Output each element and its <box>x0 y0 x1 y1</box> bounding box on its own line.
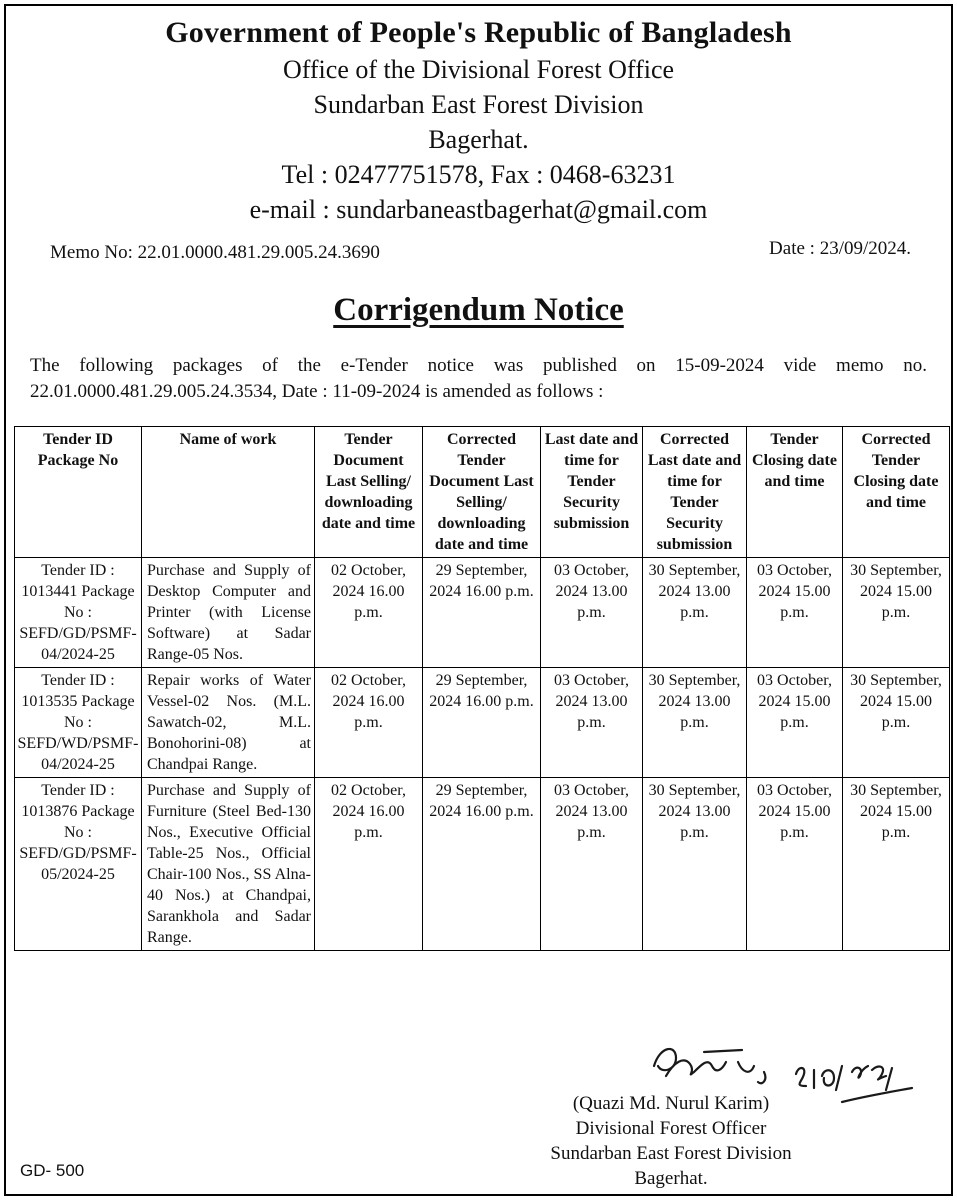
signatory-division: Sundarban East Forest Division <box>550 1143 792 1164</box>
cell-corrected-closing: 30 September, 2024 15.00 p.m. <box>843 778 950 951</box>
cell-name-of-work: Repair works of Water Vessel-02 Nos. (M.L. Sawatch-02, M.L. Bonohorini-08) at Chandpai Range. <box>142 668 315 778</box>
office-name: Office of the Divisional Forest Office <box>282 55 675 84</box>
table-row <box>15 668 950 778</box>
government-title: Government of People's Republic of Bangladesh <box>165 16 792 49</box>
cell-closing: 03 October, 2024 15.00 p.m. <box>747 778 843 951</box>
cell-tender-id: Tender ID : 1013535 Package No : SEFD/WD/PSMF-04/2024-25 <box>15 668 142 778</box>
notice-date: Date : 23/09/2024. <box>769 238 911 259</box>
tender-table <box>14 426 950 951</box>
signatory-block <box>506 1091 836 1191</box>
notice-title: Corrigendum Notice <box>333 292 624 328</box>
town-name: Bagerhat. <box>428 125 529 154</box>
cell-corrected-doc-selling: 29 September, 2024 16.00 p.m. <box>423 668 541 778</box>
cell-name-of-work: Purchase and Supply of Furniture (Steel Bed-130 Nos., Executive Official Table-25 Nos., Official Chair-100 Nos., SS Alna-40 Nos.) at Chandpai, Sarankhola and Sadar Range. <box>142 778 315 951</box>
table-row <box>15 558 950 668</box>
header-doc-selling: Tender Document Last Selling/ downloading date and time <box>315 427 423 558</box>
cell-corrected-doc-selling: 29 September, 2024 16.00 p.m. <box>423 558 541 668</box>
cell-corrected-closing: 30 September, 2024 15.00 p.m. <box>843 558 950 668</box>
cell-corrected-doc-selling: 29 September, 2024 16.00 p.m. <box>423 778 541 951</box>
intro-paragraph: The following packages of the e-Tender notice was published on 15-09-2024 vide memo no. 22.01.0000.481.29.005.24.3534, Date : 11-09-2024 is amended as follows : <box>30 355 927 402</box>
cell-closing: 03 October, 2024 15.00 p.m. <box>747 558 843 668</box>
header-tender-id: Tender ID Package No <box>15 427 142 558</box>
contact-line: Tel : 02477751578, Fax : 0468-63231 <box>281 160 676 189</box>
header-closing: Tender Closing date and time <box>747 427 843 558</box>
signatory-designation: Divisional Forest Officer <box>575 1118 767 1139</box>
header-corrected-closing: Corrected Tender Closing date and time <box>843 427 950 558</box>
header-corrected-doc-selling: Corrected Tender Document Last Selling/ downloading date and time <box>423 427 541 558</box>
cell-security-submission: 03 October, 2024 13.00 p.m. <box>541 558 643 668</box>
email-line: e-mail : sundarbaneastbagerhat@gmail.com <box>249 195 708 224</box>
cell-security-submission: 03 October, 2024 13.00 p.m. <box>541 778 643 951</box>
footer-code: GD- 500 <box>20 1161 85 1180</box>
table-row <box>15 778 950 951</box>
cell-corrected-security-submission: 30 September, 2024 13.00 p.m. <box>643 668 747 778</box>
header-name-of-work: Name of work <box>142 427 315 558</box>
cell-doc-selling: 02 October, 2024 16.00 p.m. <box>315 778 423 951</box>
signatory-name: (Quazi Md. Nurul Karim) <box>572 1093 770 1114</box>
cell-tender-id: Tender ID : 1013876 Package No : SEFD/GD/PSMF-05/2024-25 <box>15 778 142 951</box>
cell-tender-id: Tender ID : 1013441 Package No : SEFD/GD/PSMF-04/2024-25 <box>15 558 142 668</box>
header-security-submission: Last date and time for Tender Security submission <box>541 427 643 558</box>
cell-corrected-security-submission: 30 September, 2024 13.00 p.m. <box>643 558 747 668</box>
cell-doc-selling: 02 October, 2024 16.00 p.m. <box>315 668 423 778</box>
memo-number: Memo No: 22.01.0000.481.29.005.24.3690 <box>50 242 380 263</box>
header-corrected-security-submission: Corrected Last date and time for Tender Security submission <box>643 427 747 558</box>
table-header-row <box>15 427 950 558</box>
division-name: Sundarban East Forest Division <box>313 90 644 119</box>
signatory-town: Bagerhat. <box>634 1168 708 1189</box>
cell-corrected-security-submission: 30 September, 2024 13.00 p.m. <box>643 778 747 951</box>
cell-name-of-work: Purchase and Supply of Desktop Computer and Printer (with License Software) at Sadar Range-05 Nos. <box>142 558 315 668</box>
cell-closing: 03 October, 2024 15.00 p.m. <box>747 668 843 778</box>
cell-doc-selling: 02 October, 2024 16.00 p.m. <box>315 558 423 668</box>
notice-page <box>4 4 953 1196</box>
cell-corrected-closing: 30 September, 2024 15.00 p.m. <box>843 668 950 778</box>
letterhead <box>6 14 951 227</box>
cell-security-submission: 03 October, 2024 13.00 p.m. <box>541 668 643 778</box>
